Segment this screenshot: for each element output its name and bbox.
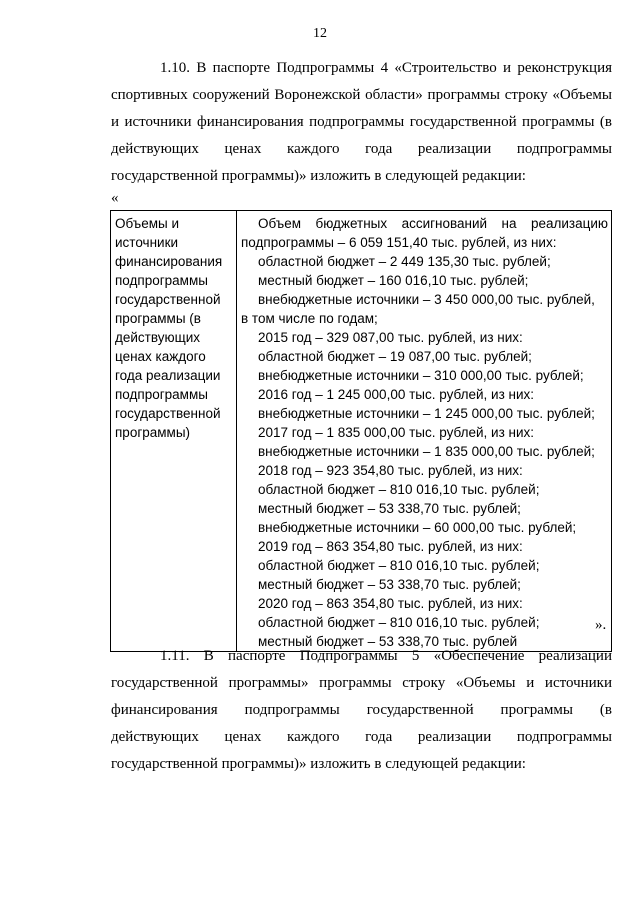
label-line: действующих <box>115 330 201 345</box>
row-value-cell <box>237 211 612 652</box>
value-line: в том числе по годам; <box>241 311 378 326</box>
section-1-11-line: действующих ценах каждого года реализации подпрограммы <box>111 729 612 745</box>
label-line: программы (в <box>115 311 201 326</box>
label-line: источники <box>115 235 179 250</box>
closing-quote: ». <box>595 617 607 633</box>
value-line: внебюджетные источники – 3 450 000,00 тыс. рублей, <box>258 292 595 307</box>
label-line: государственной <box>115 406 221 421</box>
section-1-11-line: государственной программы)» изложить в следующей редакции: <box>111 756 526 772</box>
section-1-10-paragraph <box>111 55 612 190</box>
value-line: внебюджетные источники – 60 000,00 тыс. рублей; <box>258 520 577 535</box>
label-line: Объемы и <box>115 216 180 231</box>
label-line: финансирования <box>115 254 223 269</box>
value-line: 2017 год – 1 835 000,00 тыс. рублей, из них: <box>258 425 535 440</box>
value-line: местный бюджет – 53 338,70 тыс. рублей; <box>258 501 521 516</box>
value-line: внебюджетные источники – 1 835 000,00 тыс. рублей; <box>258 444 595 459</box>
section-1-11-line: государственной программы» программы строку «Объемы и источники <box>111 675 612 691</box>
section-1-10-line: спортивных сооружений Воронежской области» программы строку «Объемы <box>111 87 612 103</box>
label-line: ценах каждого <box>115 349 206 364</box>
label-line: года реализации <box>115 368 221 383</box>
table-row <box>111 211 612 652</box>
value-line: 2016 год – 1 245 000,00 тыс. рублей, из них: <box>258 387 535 402</box>
value-line: местный бюджет – 53 338,70 тыс. рублей; <box>258 577 521 592</box>
opening-quote: « <box>111 190 119 206</box>
value-line: внебюджетные источники – 1 245 000,00 тыс. рублей; <box>258 406 595 421</box>
value-line: областной бюджет – 810 016,10 тыс. рублей; <box>258 615 540 630</box>
value-line: областной бюджет – 810 016,10 тыс. рублей; <box>258 482 540 497</box>
value-line: подпрограммы – 6 059 151,40 тыс. рублей, из них: <box>241 235 557 250</box>
label-line: программы) <box>115 425 191 440</box>
label-line: подпрограммы <box>115 387 208 402</box>
value-line: 2015 год – 329 087,00 тыс. рублей, из них: <box>258 330 523 345</box>
label-line: подпрограммы <box>115 273 208 288</box>
value-line: областной бюджет – 810 016,10 тыс. рублей; <box>258 558 540 573</box>
value-line: местный бюджет – 160 016,10 тыс. рублей; <box>258 273 529 288</box>
section-1-11-line: 1.11. В паспорте Подпрограммы 5 «Обеспечение реализации <box>160 648 612 664</box>
passport-table <box>110 210 612 652</box>
section-1-10-line: государственной программы)» изложить в следующей редакции: <box>111 168 526 184</box>
value-line: областной бюджет – 2 449 135,30 тыс. рублей; <box>258 254 551 269</box>
section-1-10-line: действующих ценах каждого года реализации подпрограммы <box>111 141 612 157</box>
section-1-10-line: 1.10. В паспорте Подпрограммы 4 «Строительство и реконструкция <box>160 60 612 76</box>
value-line: 2019 год – 863 354,80 тыс. рублей, из них: <box>258 539 523 554</box>
value-line: Объем бюджетных ассигнований на реализацию <box>258 216 608 231</box>
value-line: 2018 год – 923 354,80 тыс. рублей, из них: <box>258 463 523 478</box>
page-number: 12 <box>313 26 327 41</box>
value-line: внебюджетные источники – 310 000,00 тыс. рублей; <box>258 368 584 383</box>
value-line: 2020 год – 863 354,80 тыс. рублей, из них: <box>258 596 523 611</box>
label-line: государственной <box>115 292 221 307</box>
value-line: местный бюджет – 53 338,70 тыс. рублей <box>258 634 518 649</box>
section-1-10-line: и источники финансирования подпрограммы государственной программы (в <box>111 114 612 130</box>
value-line: областной бюджет – 19 087,00 тыс. рублей; <box>258 349 532 364</box>
row-label-cell <box>111 211 237 652</box>
section-1-11-line: финансирования подпрограммы государственной программы (в <box>111 702 612 718</box>
section-1-11-paragraph <box>111 643 612 778</box>
